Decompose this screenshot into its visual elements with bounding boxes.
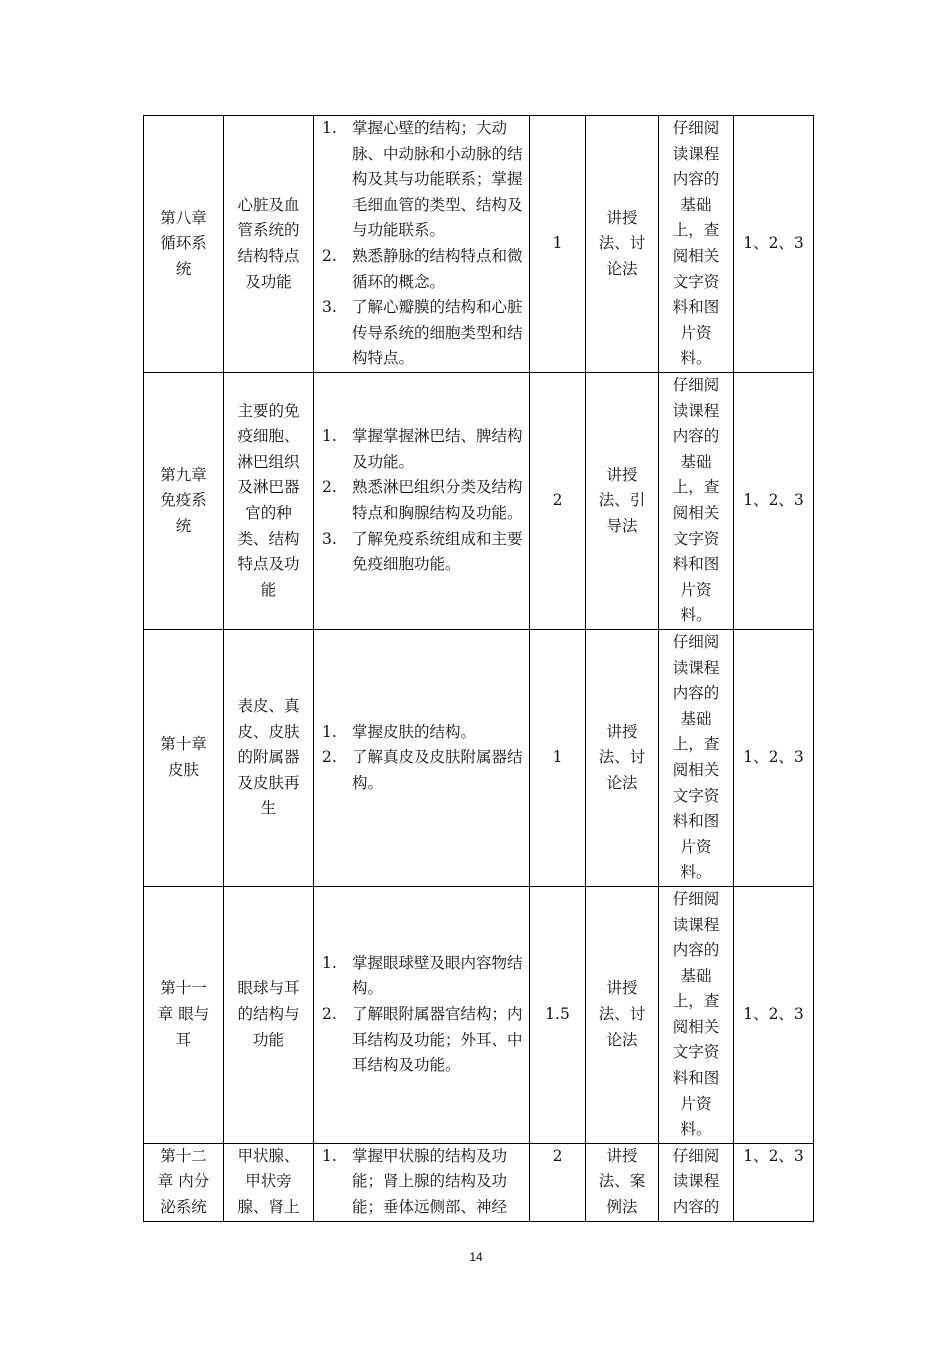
hours-cell <box>530 886 586 1143</box>
method-cell <box>586 373 659 630</box>
hours-cell-text: 2 <box>552 1146 563 1165</box>
self-study-cell <box>659 886 734 1143</box>
chapter-cell <box>144 373 224 630</box>
method-cell-text: 讲授 法、案 例法 <box>598 1146 646 1217</box>
self-study-cell <box>659 373 734 630</box>
topic-cell <box>224 116 314 373</box>
method-cell <box>586 116 659 373</box>
chapter-cell-text: 第十章 皮肤 <box>160 735 207 779</box>
topic-cell-text: 主要的免 疫细胞、 淋巴组织 及淋巴器 官的种 类、结构 特点及功 能 <box>237 401 300 599</box>
topic-cell <box>224 1143 314 1221</box>
method-cell <box>586 1143 659 1221</box>
objective-item: 了解真皮及皮肤附属器结构。 <box>352 748 523 792</box>
method-cell-text: 讲授 法、讨 论法 <box>598 722 646 792</box>
method-cell <box>586 629 659 886</box>
table-row <box>144 886 814 1143</box>
table-row <box>144 373 814 630</box>
syllabus-table <box>143 115 814 1222</box>
self-study-cell <box>659 629 734 886</box>
self-study-cell <box>659 1143 734 1221</box>
objective-item: 熟悉淋巴组织分类及结构特点和胸腺结构及功能。 <box>352 478 523 522</box>
objectives-cell <box>314 116 530 373</box>
targets-cell-text: 1、2、3 <box>743 234 804 253</box>
hours-cell <box>530 116 586 373</box>
chapter-cell-text: 第九章 免疫系 统 <box>160 465 207 535</box>
hours-cell <box>530 629 586 886</box>
objectives-cell <box>314 373 530 630</box>
targets-cell <box>734 373 814 630</box>
self-study-cell-text: 仔细阅 读课程 内容的 基础 上，查 阅相关 文字资 料和图 片资 料。 <box>672 376 720 625</box>
table-row <box>144 1143 814 1221</box>
objective-item: 掌握掌握淋巴结、脾结构及功能。 <box>352 427 523 471</box>
topic-cell-text: 表皮、真 皮、皮肤 的附属器 及皮肤再 生 <box>237 696 300 818</box>
objectives-list <box>322 720 523 797</box>
page-number: 14 <box>469 1250 483 1264</box>
self-study-cell-text: 仔细阅 读课程 内容的 基础 上，查 阅相关 文字资 料和图 片资 料。 <box>672 632 720 882</box>
objective-item: 掌握眼球壁及眼内容物结构。 <box>352 953 523 998</box>
hours-cell-text: 1 <box>552 748 563 767</box>
method-cell-text: 讲授 法、引 导法 <box>598 465 646 535</box>
self-study-cell-text: 仔细阅 读课程 内容的 基础 上，查 阅相关 文字资 料和图 片资 料。 <box>672 889 720 1139</box>
objective-item: 了解心瓣膜的结构和心脏传导系统的细胞类型和结构特点。 <box>352 298 523 368</box>
objectives-list <box>322 1144 523 1221</box>
hours-cell-text: 1.5 <box>545 1005 570 1024</box>
topic-cell <box>224 373 314 630</box>
chapter-cell <box>144 629 224 886</box>
method-cell <box>586 886 659 1143</box>
targets-cell <box>734 116 814 373</box>
objectives-list <box>322 951 523 1079</box>
targets-cell <box>734 629 814 886</box>
method-cell-text: 讲授 法、讨 论法 <box>598 979 646 1049</box>
topic-cell-text: 甲状腺、 甲状旁 腺、肾上 <box>237 1146 300 1217</box>
objectives-cell <box>314 629 530 886</box>
objective-item: 了解眼附属器官结构；内耳结构及功能；外耳、中耳结构及功能。 <box>352 1005 523 1075</box>
chapter-cell-text: 第十一 章 眼与 耳 <box>157 979 210 1049</box>
objective-item: 了解免疫系统组成和主要免疫细胞功能。 <box>352 529 523 574</box>
hours-cell-text: 2 <box>552 491 563 510</box>
targets-cell-text: 1、2、3 <box>743 1005 804 1024</box>
topic-cell <box>224 886 314 1143</box>
objective-item: 掌握甲状腺的结构及功能；肾上腺的结构及功能；垂体远侧部、神经 <box>352 1146 508 1217</box>
self-study-cell <box>659 116 734 373</box>
hours-cell <box>530 373 586 630</box>
self-study-cell-text: 仔细阅 读课程 内容的 <box>672 1146 720 1217</box>
objectives-list <box>322 116 523 372</box>
targets-cell <box>734 1143 814 1221</box>
targets-cell-text: 1、2、3 <box>743 1146 804 1165</box>
targets-cell-text: 1、2、3 <box>743 491 804 510</box>
topic-cell-text: 眼球与耳 的结构与 功能 <box>237 979 300 1049</box>
chapter-cell <box>144 886 224 1143</box>
table-row <box>144 116 814 373</box>
objective-item: 掌握皮肤的结构。 <box>352 722 477 741</box>
objectives-cell <box>314 1143 530 1221</box>
objectives-list <box>322 424 523 578</box>
topic-cell-text: 心脏及血 管系统的 结构特点 及功能 <box>237 195 300 291</box>
objectives-cell <box>314 886 530 1143</box>
self-study-cell-text: 仔细阅 读课程 内容的 基础 上，查 阅相关 文字资 料和图 片资 料。 <box>672 119 720 368</box>
method-cell-text: 讲授 法、讨 论法 <box>598 208 646 278</box>
hours-cell <box>530 1143 586 1221</box>
hours-cell-text: 1 <box>552 234 563 253</box>
table-row <box>144 629 814 886</box>
topic-cell <box>224 629 314 886</box>
chapter-cell-text: 第八章 循环系 统 <box>160 208 207 278</box>
chapter-cell <box>144 116 224 373</box>
objective-item: 掌握心壁的结构；大动脉、中动脉和小动脉的结构及其与功能联系；掌握毛细血管的类型、结构及与功能联系。 <box>352 119 523 240</box>
table-body <box>144 116 814 1222</box>
objective-item: 熟悉静脉的结构特点和微循环的概念。 <box>352 247 523 291</box>
targets-cell-text: 1、2、3 <box>743 748 804 767</box>
targets-cell <box>734 886 814 1143</box>
chapter-cell <box>144 1143 224 1221</box>
chapter-cell-text: 第十二 章 内分 泌系统 <box>157 1146 210 1217</box>
